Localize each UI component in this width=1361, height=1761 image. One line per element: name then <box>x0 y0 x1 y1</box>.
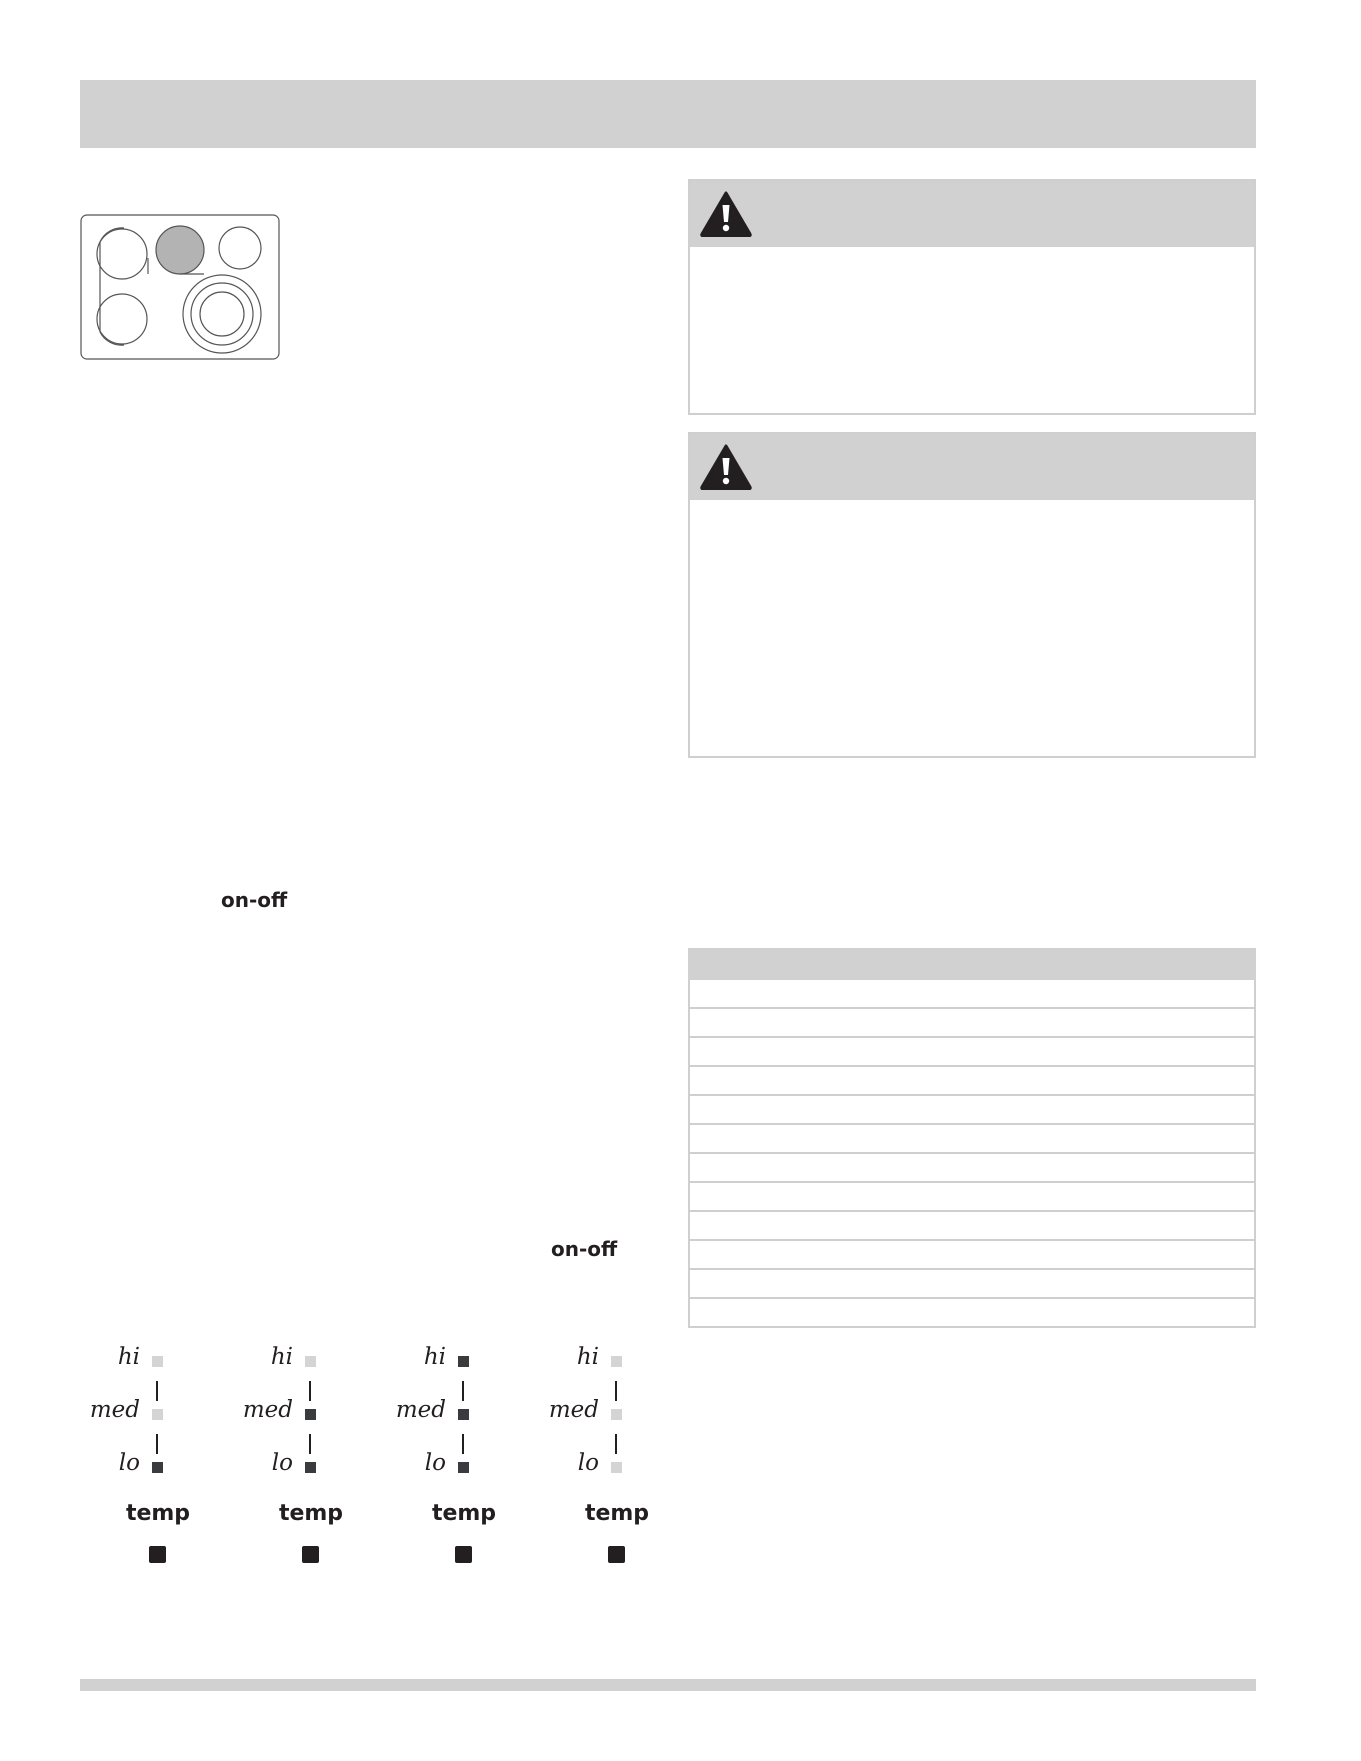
onoff-label: on-off <box>221 888 288 912</box>
level-connector <box>156 1434 158 1454</box>
table-row <box>688 1038 1256 1067</box>
temp-label: temp <box>278 1501 344 1526</box>
temp-label: temp <box>125 1501 191 1526</box>
level-led-med <box>611 1409 622 1420</box>
table-row <box>688 1299 1256 1328</box>
level-label-med: med <box>548 1397 599 1423</box>
temp-button[interactable] <box>149 1546 166 1563</box>
level-led-lo <box>152 1462 163 1473</box>
page-footer-band <box>80 1679 1256 1691</box>
table-row <box>688 1009 1256 1038</box>
onoff-label: on-off <box>551 1237 618 1261</box>
table-row <box>688 1270 1256 1299</box>
level-label-hi: hi <box>423 1344 446 1370</box>
table-row <box>688 1183 1256 1212</box>
warning-triangle-icon <box>700 444 752 490</box>
table-header <box>688 948 1256 980</box>
level-label-med: med <box>395 1397 446 1423</box>
level-led-hi <box>611 1356 622 1367</box>
temp-button[interactable] <box>302 1546 319 1563</box>
level-led-med <box>152 1409 163 1420</box>
table-row <box>688 1125 1256 1154</box>
level-led-hi <box>458 1356 469 1367</box>
table-row <box>688 980 1256 1009</box>
level-label-lo: lo <box>577 1450 599 1476</box>
table-row <box>688 1067 1256 1096</box>
level-connector <box>309 1381 311 1401</box>
level-label-lo: lo <box>424 1450 446 1476</box>
level-led-lo <box>611 1462 622 1473</box>
level-label-lo: lo <box>271 1450 293 1476</box>
settings-table <box>688 948 1256 1328</box>
temp-label: temp <box>431 1501 497 1526</box>
level-connector <box>615 1434 617 1454</box>
level-label-hi: hi <box>270 1344 293 1370</box>
temp-indicator-panel <box>225 1344 375 1568</box>
warning-box-header <box>690 434 1254 500</box>
level-connector <box>309 1434 311 1454</box>
level-led-hi <box>152 1356 163 1367</box>
table-row <box>688 1241 1256 1270</box>
level-connector <box>615 1381 617 1401</box>
level-label-lo: lo <box>118 1450 140 1476</box>
warning-triangle-icon <box>700 191 752 237</box>
level-led-med <box>305 1409 316 1420</box>
temp-button[interactable] <box>608 1546 625 1563</box>
temp-indicator-panel <box>531 1344 681 1568</box>
level-connector <box>462 1434 464 1454</box>
cooktop-diagram-icon <box>80 214 280 360</box>
level-led-med <box>458 1409 469 1420</box>
level-label-med: med <box>89 1397 140 1423</box>
level-label-hi: hi <box>117 1344 140 1370</box>
temp-label: temp <box>584 1501 650 1526</box>
warning-box-header <box>690 181 1254 247</box>
warning-box-2 <box>688 432 1256 758</box>
page-header-band <box>80 80 1256 148</box>
level-led-lo <box>305 1462 316 1473</box>
level-connector <box>156 1381 158 1401</box>
table-row <box>688 1154 1256 1183</box>
level-connector <box>462 1381 464 1401</box>
temp-indicator-panel <box>378 1344 528 1568</box>
level-label-hi: hi <box>576 1344 599 1370</box>
table-row <box>688 1096 1256 1125</box>
temp-button[interactable] <box>455 1546 472 1563</box>
temp-indicator-panel <box>72 1344 222 1568</box>
level-label-med: med <box>242 1397 293 1423</box>
level-led-hi <box>305 1356 316 1367</box>
level-led-lo <box>458 1462 469 1473</box>
table-row <box>688 1212 1256 1241</box>
warning-box-1 <box>688 179 1256 415</box>
